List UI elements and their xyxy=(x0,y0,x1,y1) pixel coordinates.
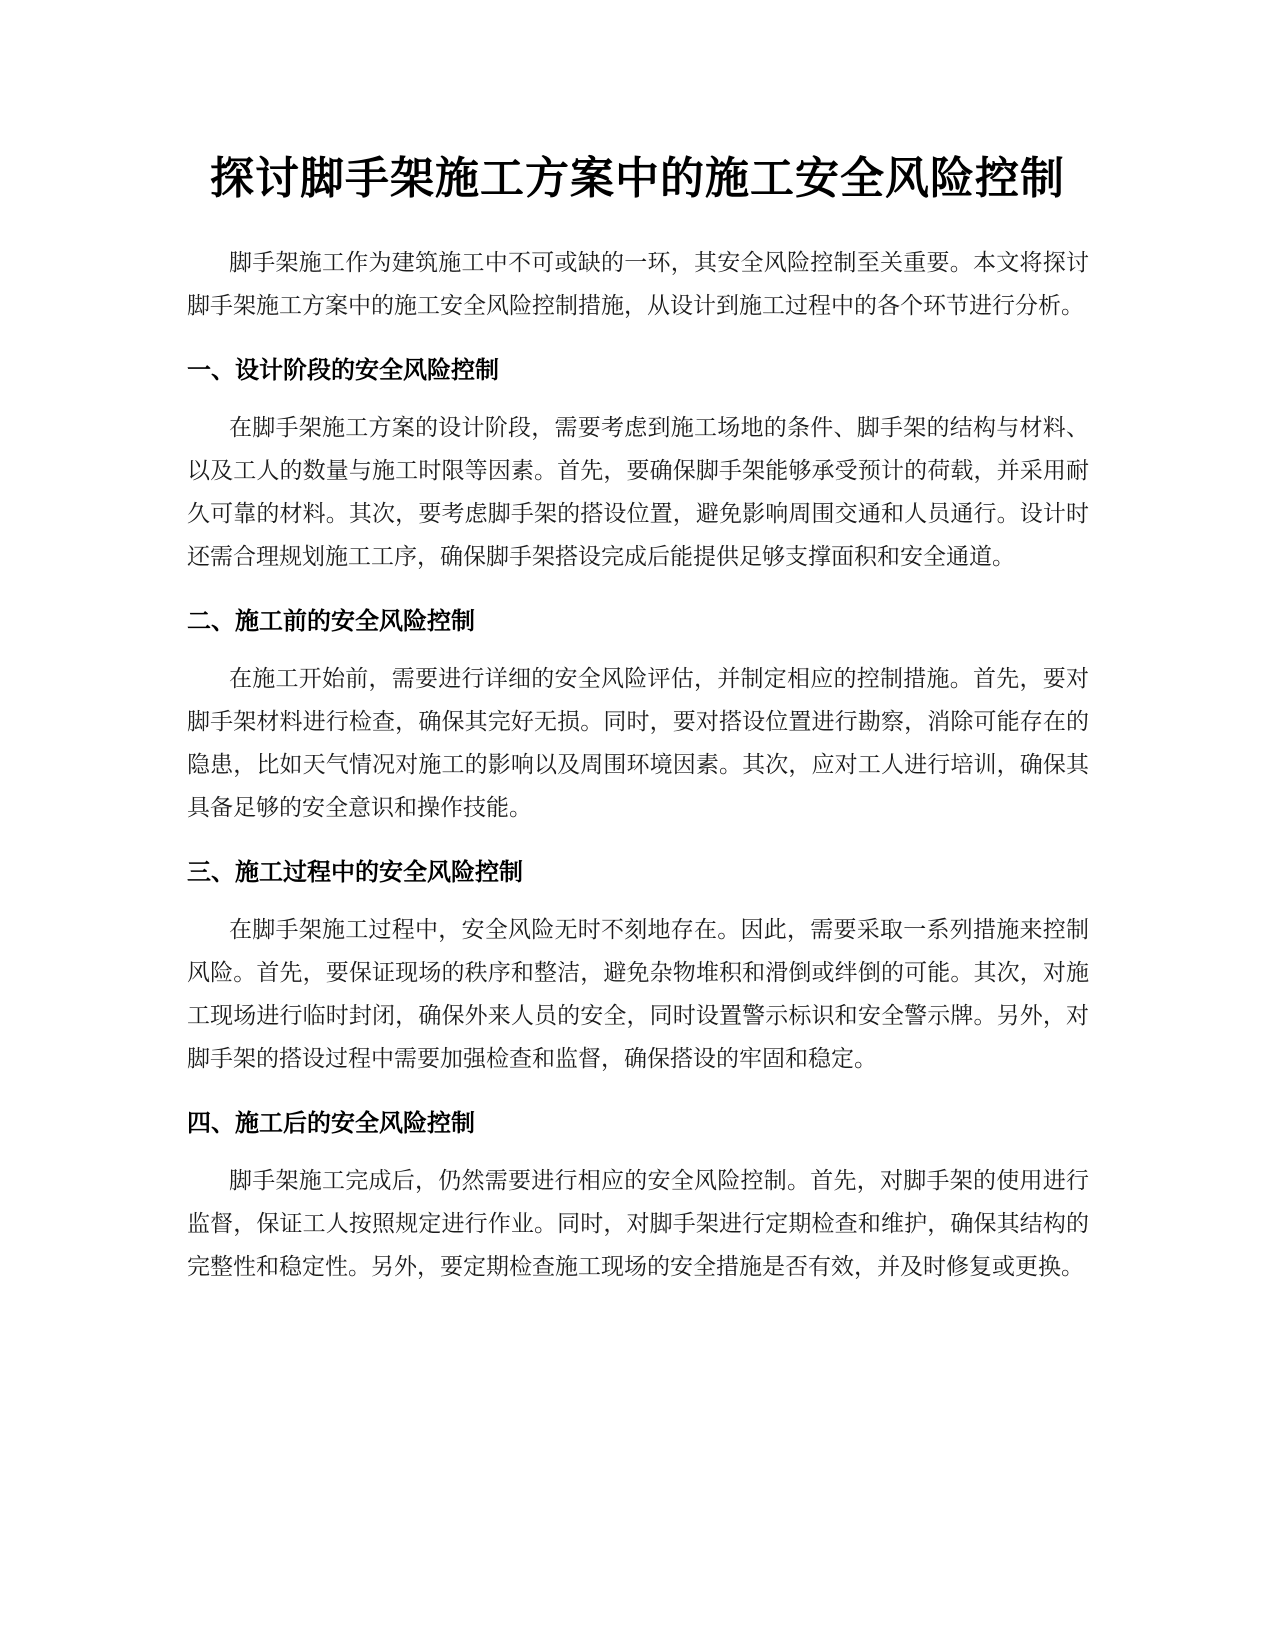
section-body-during-construction: 在脚手架施工过程中，安全风险无时不刻地存在。因此，需要采取一系列措施来控制风险。首先，要保证现场的秩序和整洁，避免杂物堆积和滑倒或绊倒的可能。其次，对施工现场进行临时封闭，确保外来人员的安全，同时设置警示标识和安全警示牌。另外，对脚手架的搭设过程中需要加强检查和监督，确保搭设的牢固和稳定。 xyxy=(187,917,1089,1072)
section-heading-during-construction: 三、施工过程中的安全风险控制 xyxy=(187,858,523,886)
document-body xyxy=(187,242,1089,1314)
intro-paragraph: 脚手架施工作为建筑施工中不可或缺的一环，其安全风险控制至关重要。本文将探讨脚手架施工方案中的施工安全风险控制措施，从设计到施工过程中的各个环节进行分析。 xyxy=(187,250,1089,319)
section-body-post-construction: 脚手架施工完成后，仍然需要进行相应的安全风险控制。首先，对脚手架的使用进行监督，保证工人按照规定进行作业。同时，对脚手架进行定期检查和维护，确保其结构的完整性和稳定性。另外，要定期检查施工现场的安全措施是否有效，并及时修复或更换。 xyxy=(187,1168,1089,1280)
section-body-pre-construction: 在施工开始前，需要进行详细的安全风险评估，并制定相应的控制措施。首先，要对脚手架材料进行检查，确保其完好无损。同时，要对搭设位置进行勘察，消除可能存在的隐患，比如天气情况对施工的影响以及周围环境因素。其次，应对工人进行培训，确保其具备足够的安全意识和操作技能。 xyxy=(187,666,1089,821)
document-title: 探讨脚手架施工方案中的施工安全风险控制 xyxy=(210,153,1065,204)
section-heading-pre-construction: 二、施工前的安全风险控制 xyxy=(187,607,475,635)
section-heading-post-construction: 四、施工后的安全风险控制 xyxy=(187,1109,475,1137)
section-heading-design: 一、设计阶段的安全风险控制 xyxy=(187,356,499,384)
section-body-design: 在脚手架施工方案的设计阶段，需要考虑到施工场地的条件、脚手架的结构与材料、以及工人的数量与施工时限等因素。首先，要确保脚手架能够承受预计的荷载，并采用耐久可靠的材料。其次，要考虑脚手架的搭设位置，避免影响周围交通和人员通行。设计时还需合理规划施工工序，确保脚手架搭设完成后能提供足够支撑面积和安全通道。 xyxy=(187,415,1089,570)
